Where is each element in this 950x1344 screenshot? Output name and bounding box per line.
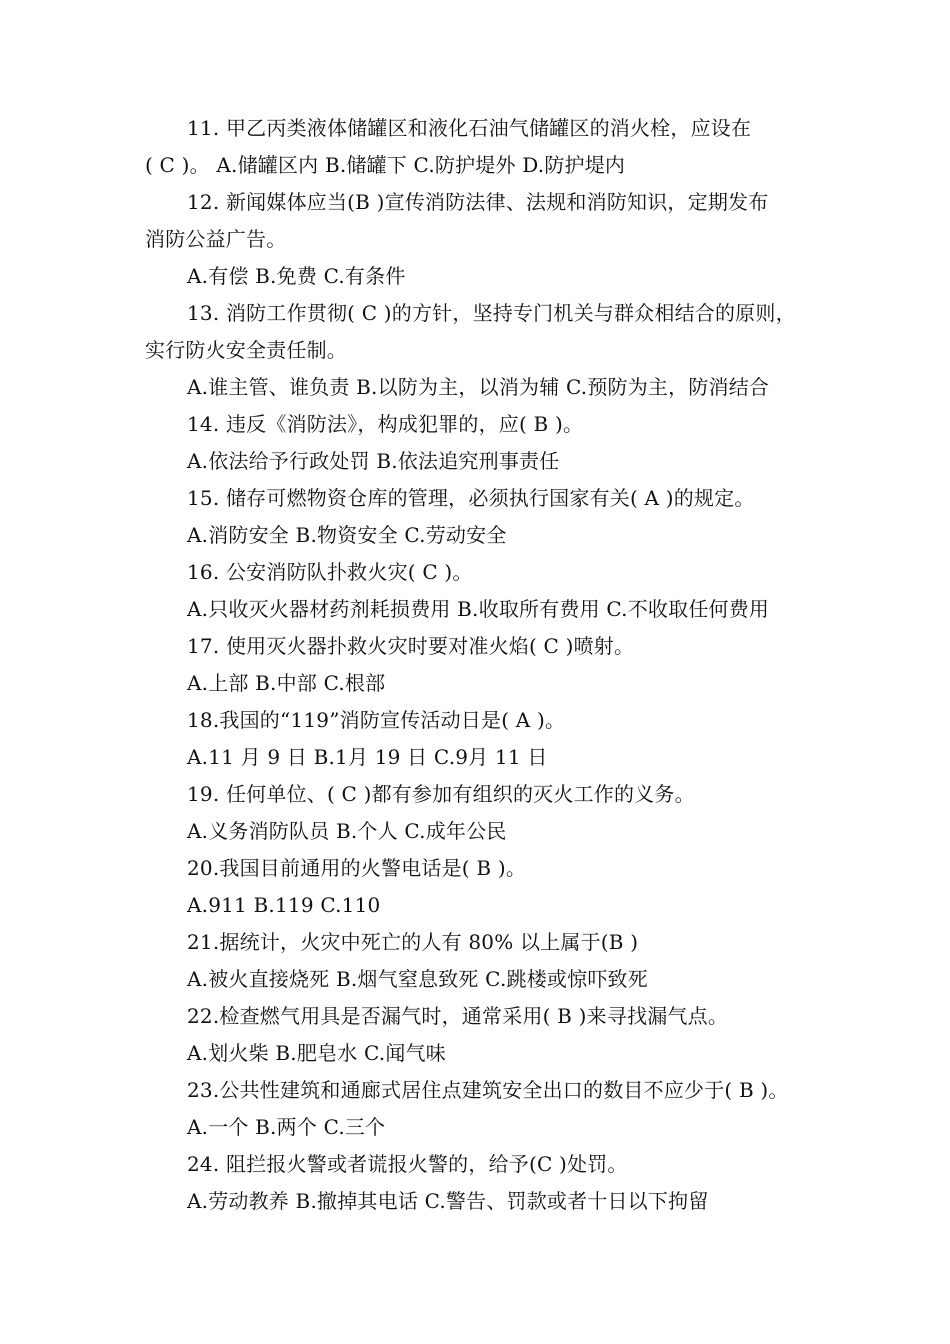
text-line: A.谁主管、谁负责 B.以防为主，以消为辅 C.预防为主，防消结合 — [187, 375, 770, 399]
text-line: 22.检查燃气用具是否漏气时，通常采用( B )来寻找漏气点。 — [187, 1004, 729, 1028]
text-line: A.劳动教养 B.撤掉其电话 C.警告、罚款或者十日以下拘留 — [187, 1189, 709, 1213]
text-line: 12. 新闻媒体应当(B )宣传消防法律、法规和消防知识，定期发布 — [187, 190, 769, 214]
text-line: 17. 使用灭火器扑救火灾时要对准火焰( C )喷射。 — [187, 634, 635, 658]
text-line: A.一个 B.两个 C.三个 — [187, 1115, 386, 1139]
text-line: A.911 B.119 C.110 — [187, 893, 381, 917]
text-line: 18.我国的“119”消防宣传活动日是( A )。 — [187, 708, 566, 732]
text-line: 16. 公安消防队扑救火灾( C )。 — [187, 560, 473, 584]
text-line: A.消防安全 B.物资安全 C.劳动安全 — [187, 523, 507, 547]
text-line: 15. 储存可燃物资仓库的管理，必须执行国家有关( A )的规定。 — [187, 486, 755, 510]
text-line: 21.据统计，火灾中死亡的人有 80% 以上属于(B ) — [187, 930, 639, 954]
text-line: ( C )。 A.储罐区内 B.储罐下 C.防护堤外 D.防护堤内 — [145, 153, 626, 177]
text-line: A.只收灭火器材药剂耗损费用 B.收取所有费用 C.不收取任何费用 — [187, 597, 770, 621]
text-line: 14. 违反《消防法》，构成犯罪的，应( B )。 — [187, 412, 584, 436]
text-line: A.依法给予行政处罚 B.依法追究刑事责任 — [187, 449, 560, 473]
text-line: A.有偿 B.免费 C.有条件 — [187, 264, 406, 288]
text-line: 20.我国目前通用的火警电话是( B )。 — [187, 856, 527, 880]
text-line: A.划火柴 B.肥皂水 C.闻气味 — [187, 1041, 446, 1065]
text-line: 24. 阻拦报火警或者谎报火警的，给予(C )处罚。 — [187, 1152, 628, 1176]
text-line: 实行防火安全责任制。 — [145, 338, 347, 362]
document-body — [145, 110, 810, 1220]
text-line: 11. 甲乙丙类液体储罐区和液化石油气储罐区的消火栓，应设在 — [187, 116, 752, 140]
text-line: 消防公益广告。 — [145, 227, 287, 251]
text-line: A.上部 B.中部 C.根部 — [187, 671, 386, 695]
text-line: 13. 消防工作贯彻( C )的方针，坚持专门机关与群众相结合的原则， — [187, 301, 796, 325]
text-line: 23.公共性建筑和通廊式居住点建筑安全出口的数目不应少于( B )。 — [187, 1078, 789, 1102]
text-line: 19. 任何单位、( C )都有参加有组织的灭火工作的义务。 — [187, 782, 695, 806]
text-line: A.11 月 9 日 B.1月 19 日 C.9月 11 日 — [187, 745, 548, 769]
text-line: A.被火直接烧死 B.烟气窒息致死 C.跳楼或惊吓致死 — [187, 967, 648, 991]
text-line: A.义务消防队员 B.个人 C.成年公民 — [187, 819, 507, 843]
